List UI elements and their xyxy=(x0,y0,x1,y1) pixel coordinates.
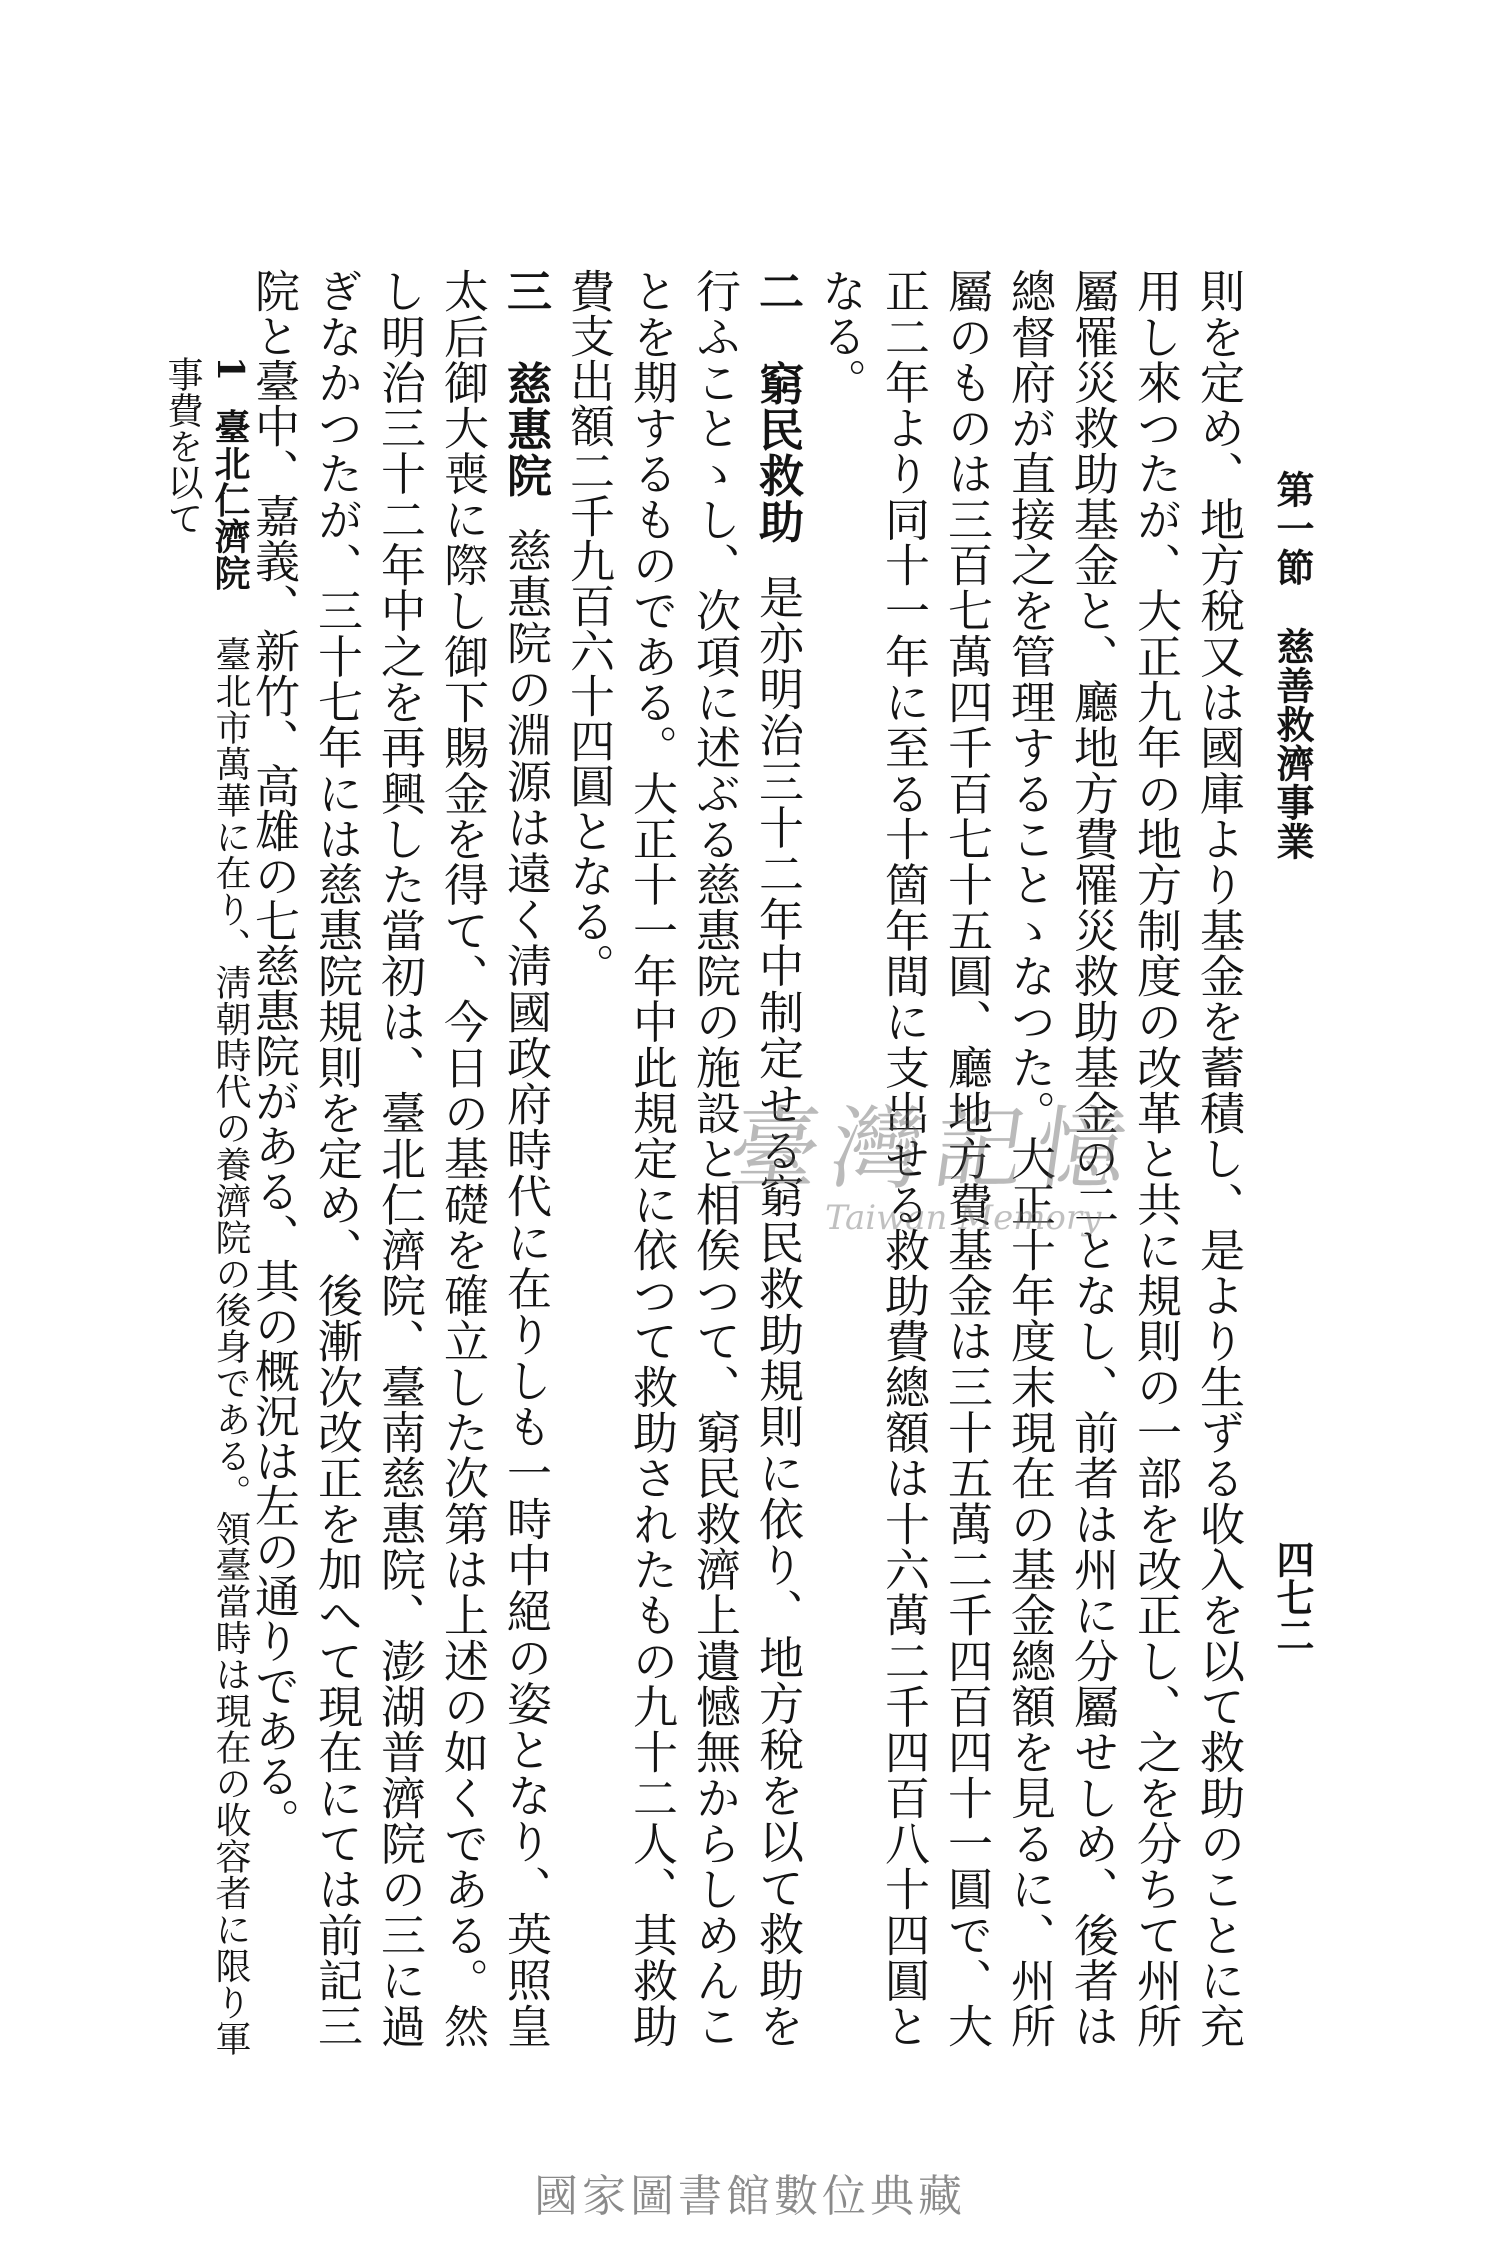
footnote xyxy=(162,356,254,2057)
section-label: 第一節 xyxy=(1270,470,1315,587)
section-poor-relief xyxy=(557,268,809,2048)
section-text-3: 慈惠院の淵源は遠く淸國政府時代に在りしも一時中絕の姿となり、英照皇太后御大喪に際し御下賜金を得て、今日の基礎を確立した次第は上述の如くである。然し明治三十二年中之を再興した當初は、臺北仁濟院、臺南慈惠院、澎湖普濟院の三に過ぎなかつたが、三十七年には慈惠院規則を定め、後漸次改正を加へて現在にては前記三院と臺中、嘉義、新竹、高雄の七慈惠院がある、其の概況は左の通りである。 xyxy=(247,268,552,2049)
running-header xyxy=(1256,470,1322,861)
footnote-heading: 臺北仁濟院 xyxy=(209,408,251,591)
footnote-number: 1 xyxy=(209,356,251,382)
footnote-text: 臺北市萬華に在り、淸朝時代の養濟院の後身である。領臺當時は現在の收容者に限り軍事費を以て xyxy=(162,356,251,2057)
section-text-2: 是亦明治三十二年中制定せる窮民救助規則に依り、地方稅を以て救助を行ふことゝし、次項に述ぶる慈惠院の施設と相俟つて、窮民救濟上遺憾無からしめんことを期するものである。大正十一年中此規定に依つて救助されたもの九十二人、其救助費支出額二千九百六十四圓となる。 xyxy=(562,268,804,2049)
section-charity-home xyxy=(242,268,557,2048)
section-heading-2: 二 窮民救助 xyxy=(751,268,804,545)
watermark-cjk: 臺灣記憶 xyxy=(722,1097,1146,1202)
chapter-title: 慈善救濟事業 xyxy=(1270,627,1315,861)
paragraph-fund: 則を定め、地方稅又は國庫より基金を蓄積し、是より生ずる收入を以て救助のことに充用し來つたが、大正九年の地方制度の改革と共に規則の一部を改正し、之を分ちて州所屬罹災救助基金と、廳地方費罹災救助基金の二となし、前者は州に分屬せしめ、後者は總督府が直接之を管理することゝなつた。大正十年度末現在の基金總額を見るに、州所屬のものは三百七萬四千百七十五圓、廳地方費基金は三十五萬二千四百四十一圓で、大正二年より同十一年に至る十箇年間に支出せる救助費總額は十六萬二千四百八十四圓となる。 xyxy=(814,268,1245,2049)
section-heading-3: 三 慈惠院 xyxy=(499,268,552,499)
watermark-en: Taiwan Memory xyxy=(825,1198,1102,1238)
library-footer: 國家圖書館數位典藏 xyxy=(534,2171,966,2222)
page-number: 四七二 xyxy=(1270,1540,1315,1654)
body-text xyxy=(247,268,1250,2049)
